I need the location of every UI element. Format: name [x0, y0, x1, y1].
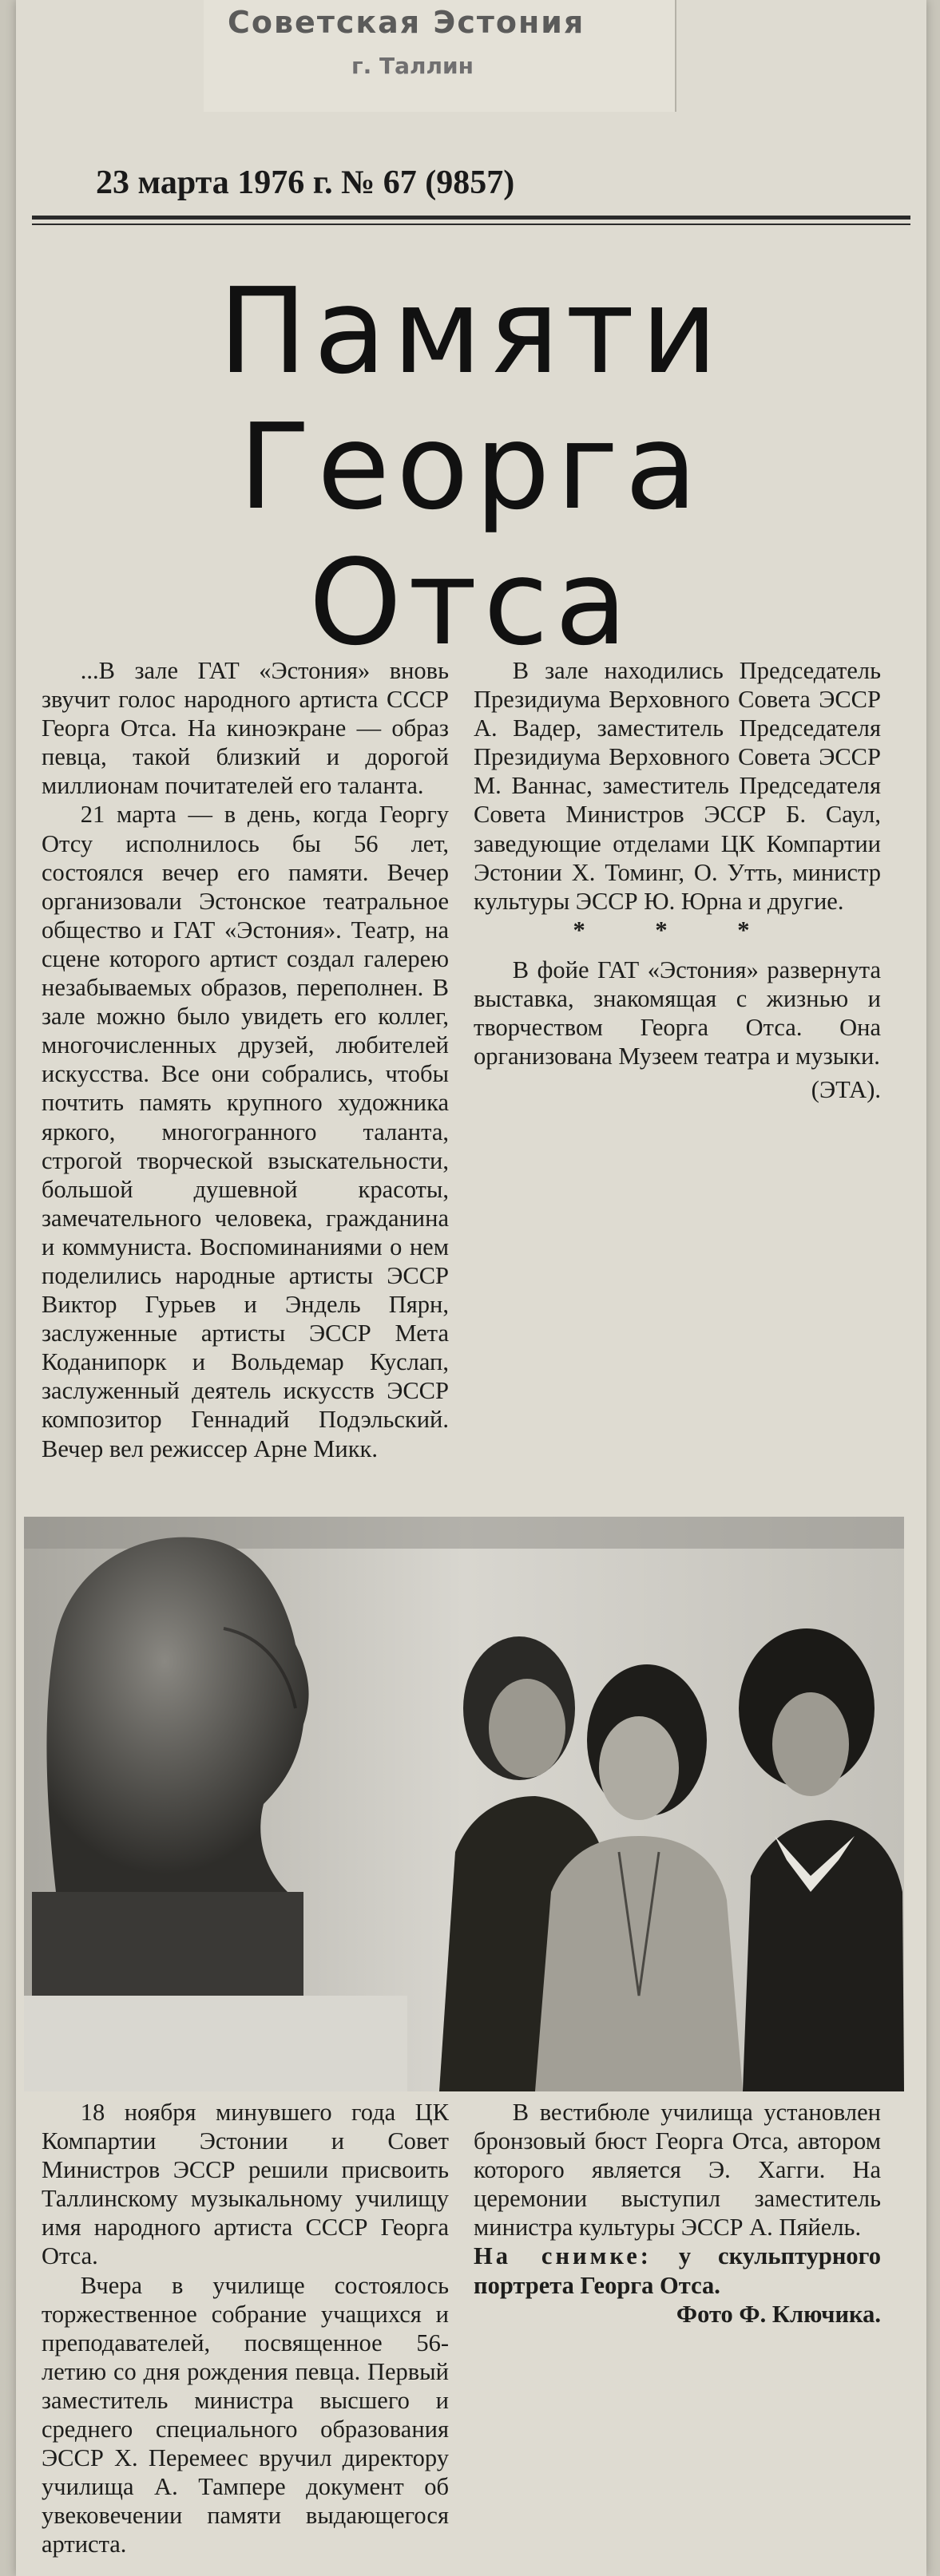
- article-photo: [24, 1517, 904, 2091]
- header-rule: [32, 216, 910, 220]
- second-story-column-left: [42, 2098, 449, 2559]
- article-headline: [32, 263, 910, 671]
- caption-lead: На снимке:: [474, 2242, 652, 2270]
- masthead-city: г. Таллин: [351, 53, 474, 79]
- article-paragraph: 18 ноября минувшего года ЦК Компартии Эстонии и Совет Министров ЭССР решили присвоить Таллинскому музыкальному училищу имя народного артиста СССР Георга Отса.: [42, 2099, 449, 2270]
- article-paragraph: В зале находились Председатель Президиума Верховного Совета ЭССР А. Вадер, заместитель Председателя Президиума Верховного Совета ЭССР М. Ваннас, заместитель Председателя Совета Министров ЭССР Б. Саул, заведующие отделами ЦК Компартии Эстонии Х. Томинг, О. Утть, министр культуры ЭССР Ю. Юрна и другие.: [474, 657, 881, 915]
- article-paragraph: В вестибюле училища установлен бронзовый бюст Георга Отса, автором которого является Э. Хагги. На церемонии выступил заместитель министра культуры ЭССР А. Пяйель.: [474, 2099, 881, 2242]
- header-rule-thin: [32, 224, 910, 225]
- headline-line: Георга: [238, 398, 704, 536]
- article-paragraph: 21 марта — в день, когда Георгу Отсу исполнилось бы 56 лет, состоялся вечер его памяти. Вечер организовали Эстонское театральное общество и ГАТ «Эстония». Театр, на сцене которого артист создал галерею незабываемых образов, переполнен. В зале можно было увидеть его коллег, многочисленных друзей, любителей искусства. Все они собрались, чтобы почтить память крупного художника яркого, многогранного таланта, строгой творческой взыскательности, большой душевной красоты, замечательного человека, гражданина и коммуниста. Воспоминаниями о нем поделились народные артисты ЭССР Виктор Гурьев и Эндель Пярн, заслуженные артисты ЭССР Мета Коданипорк и Вольдемар Куслап, заслуженный деятель искусств ЭССР композитор Геннадий Подэльский. Вечер вел режиссер Арне Микк.: [42, 801, 449, 1462]
- agency-signoff: (ЭТА).: [811, 1076, 881, 1104]
- masthead-stamp: [204, 0, 676, 112]
- photo-illustration: [24, 1517, 904, 2091]
- issue-dateline: 23 марта 1976 г. № 67 (9857): [96, 164, 515, 201]
- photo-caption: [474, 2242, 881, 2299]
- masthead-title: Советская Эстония: [228, 5, 585, 40]
- caption-text: у скульптурного портрета Георга Отса.: [474, 2242, 881, 2299]
- pedestal: [32, 1892, 303, 2004]
- article-paragraph: В фойе ГАТ «Эстония» развернута выставка, знакомящая с жизнью и творчеством Георга Отса. Она организована Музеем театра и музыки.: [474, 956, 881, 1070]
- article-column-right: [474, 656, 881, 1104]
- section-separator: * * *: [573, 916, 782, 944]
- article-paragraph: ...В зале ГАТ «Эстония» вновь звучит голос народного артиста СССР Георга Отса. На киноэкране — образ певца, такой близкий и дорогой миллионам почитателей его таланта.: [42, 657, 449, 800]
- article-column-left: [42, 656, 449, 1463]
- photo-credit: Фото Ф. Ключика.: [676, 2300, 881, 2328]
- second-story-column-right: [474, 2098, 881, 2329]
- article-paragraph: Вчера в училище состоялось торжественное собрание учащихся и преподавателей, посвященное 56-летию со дня рождения певца. Первый заместитель министра высшего и среднего специального образования ЭССР Х. Перемеес вручил директору училища А. Тампере документ об увековечении памяти выдающегося артиста.: [42, 2271, 449, 2558]
- headline-line: Памяти: [218, 263, 724, 400]
- headline-line: Отса: [308, 534, 634, 671]
